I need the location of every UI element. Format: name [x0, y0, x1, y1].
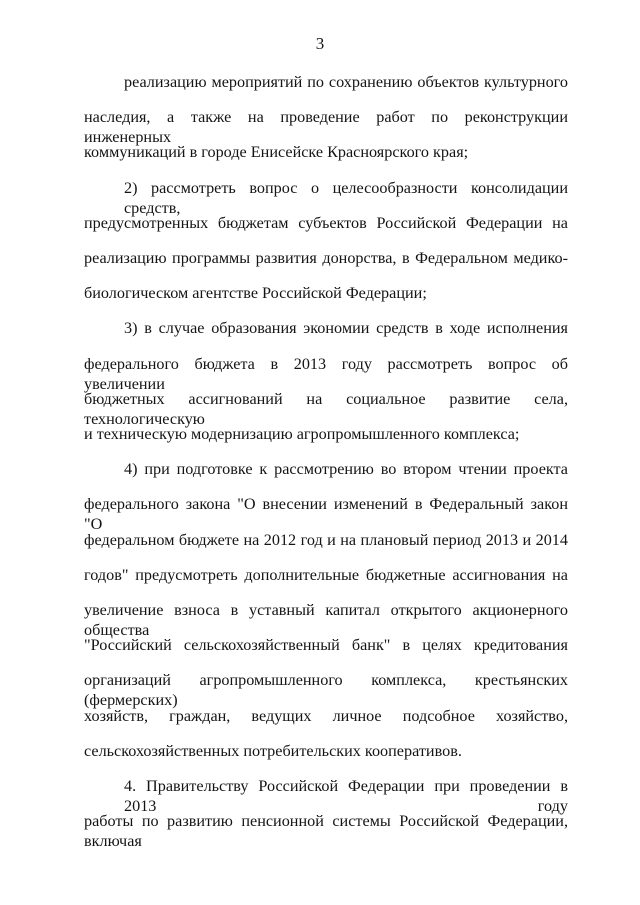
text-line: 2) рассмотреть вопрос о целесообразности консолидации средств,: [124, 179, 568, 217]
text-line: годов" предусмотреть дополнительные бюджетные ассигнования на: [84, 566, 568, 584]
text-line: сельскохозяйственных потребительских кооперативов.: [84, 742, 462, 760]
text-line: работы по развитию пенсионной системы Российской Федерации, включая: [84, 812, 568, 850]
text-line: и техническую модернизацию агропромышленного комплекса;: [84, 425, 520, 443]
text-line: предусмотренных бюджетам субъектов Российской Федерации на: [84, 214, 568, 232]
text-line: организаций агропромышленного комплекса, крестьянских (фермерских): [84, 671, 568, 709]
text-line: 4. Правительству Российской Федерации при проведении в 2013 году: [124, 777, 568, 815]
text-line: федеральном бюджете на 2012 год и на плановый период 2013 и 2014: [84, 531, 568, 549]
text-line: федерального закона "О внесении изменений в Федеральный закон "О: [84, 495, 568, 533]
text-line: увеличение взноса в уставный капитал открытого акционерного общества: [84, 601, 568, 639]
text-line: хозяйств, граждан, ведущих личное подсобное хозяйство,: [84, 707, 568, 725]
page-number: 3: [315, 34, 325, 53]
text-line: бюджетных ассигнований на социальное развитие села, технологическую: [84, 390, 568, 428]
text-line: 3) в случае образования экономии средств в ходе исполнения: [124, 319, 568, 337]
text-line: реализацию программы развития донорства, в Федеральном медико-: [84, 249, 568, 267]
text-line: коммуникаций в городе Енисейске Красноярского края;: [84, 143, 469, 161]
text-line: наследия, а также на проведение работ по реконструкции инженерных: [84, 108, 568, 146]
text-line: 4) при подготовке к рассмотрению во втором чтении проекта: [124, 460, 568, 478]
text-line: реализацию мероприятий по сохранению объектов культурного: [124, 73, 568, 91]
text-line: биологическом агентстве Российской Федерации;: [84, 284, 427, 302]
text-line: федерального бюджета в 2013 году рассмотреть вопрос об увеличении: [84, 355, 568, 393]
text-line: "Российский сельскохозяйственный банк" в целях кредитования: [84, 636, 568, 654]
